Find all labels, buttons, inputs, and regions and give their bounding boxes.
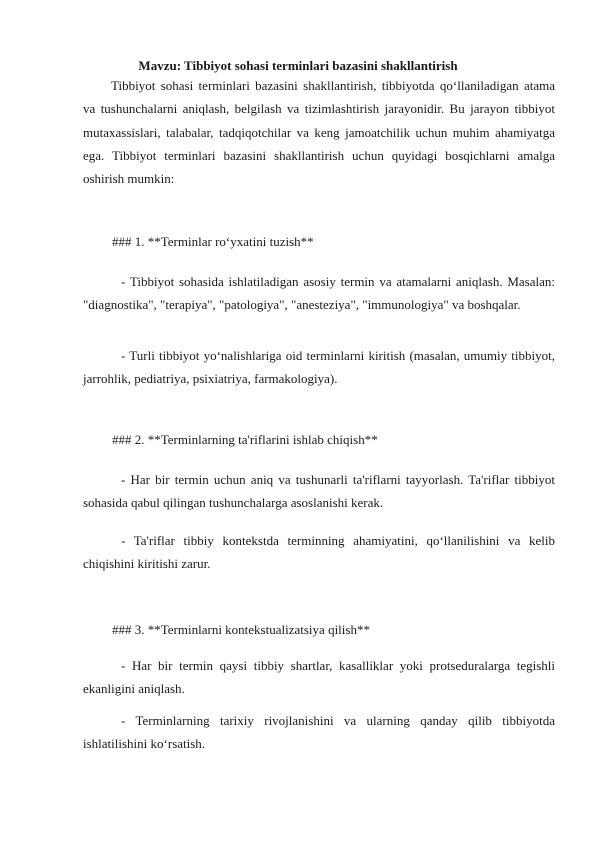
section-2-item-1: - Har bir termin uchun aniq va tushunarli ta'riflarni tayyorlash. Ta'riflar tibbiyot sohasida qabul qilingan tushunchalarga asoslanishi kerak. <box>83 472 555 511</box>
intro-paragraph: Tibbiyot sohasi terminlari bazasini shakllantirish, tibbiyotda qo‘llaniladigan atama va tushunchalarni aniqlash, belgilash va tizimlashtirish jarayonidir. Bu jarayon tibbiyot mutaxassislari, talabalar, tadqiqotchilar va keng jamoatchilik uchun muhim ahamiyatga ega. Tibbiyot terminlari bazasini shakllantirish uchun quyidagi bosqichlarni amalga oshirish mumkin: <box>83 78 555 187</box>
section-3-item-1: - Har bir termin qaysi tibbiy shartlar, kasalliklar yoki protseduralarga tegishli ekanligini aniqlash. <box>83 658 555 697</box>
section-1-item-1: - Tibbiyot sohasida ishlatiladigan asosiy termin va atamalarni aniqlash. Masalan: "diagnostika", "terapiya", "patologiya", "anesteziya", "immunologiya" va boshqalar. <box>83 274 555 313</box>
section-3-item-2: - Terminlarning tarixiy rivojlanishini va ularning qanday qilib tibbiyotda ishlatilishini ko‘rsatish. <box>83 713 555 752</box>
section-1-heading: ### 1. **Terminlar ro‘yxatini tuzish** <box>112 234 314 249</box>
document-title: Mavzu: Tibbiyot sohasi terminlari bazasini shakllantirish <box>138 58 458 73</box>
section-2-heading: ### 2. **Terminlarning ta'riflarini ishlab chiqish** <box>112 432 378 447</box>
section-3-heading: ### 3. **Terminlarni kontekstualizatsiya qilish** <box>112 622 370 637</box>
section-2-item-2: - Ta'riflar tibbiy kontekstda terminning ahamiyatini, qo‘llanilishini va kelib chiqishini kiritishi zarur. <box>83 533 555 572</box>
section-1-item-2: - Turli tibbiyot yo‘nalishlariga oid terminlarni kiritish (masalan, umumiy tibbiyot, jarrohlik, pediatriya, psixiatriya, farmakologiya). <box>83 348 555 387</box>
